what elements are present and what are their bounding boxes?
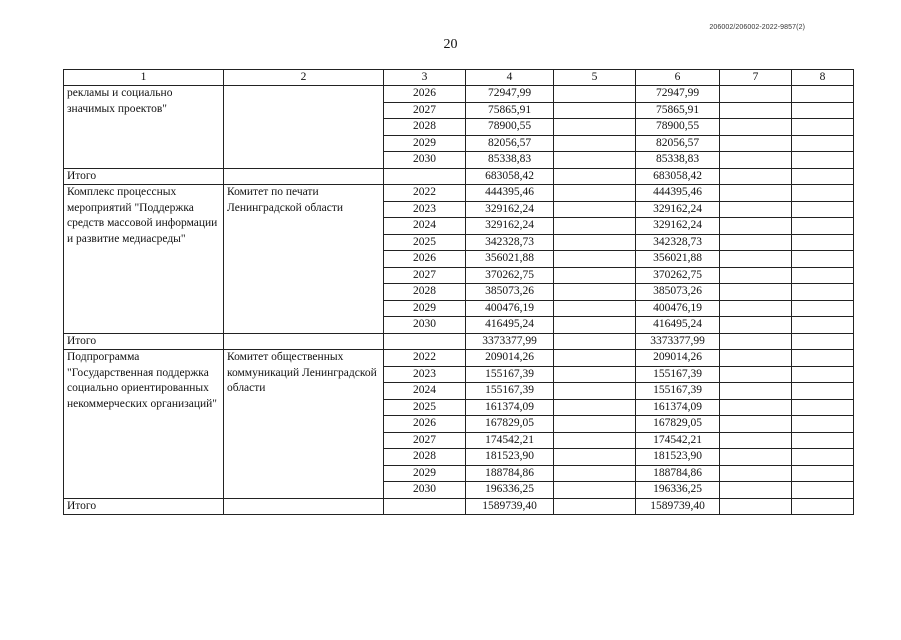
amount-regional-cell: 167829,05 [636,416,720,433]
amount-regional-cell: 329162,24 [636,218,720,235]
amount-regional-cell: 329162,24 [636,201,720,218]
amount-federal-cell [554,86,636,103]
total-row [64,168,854,185]
amount-total-cell: 174542,21 [466,432,554,449]
amount-federal-cell [554,284,636,301]
amount-other-cell [792,218,854,235]
amount-regional-cell: 444395,46 [636,185,720,202]
amount-federal-cell [554,267,636,284]
amount-regional-cell: 82056,57 [636,135,720,152]
amount-other-cell [792,86,854,103]
amount-total-cell: 72947,99 [466,86,554,103]
amount-federal-cell [554,102,636,119]
total-label-cell: Итого [64,498,224,515]
year-cell: 2022 [384,350,466,367]
amount-federal-cell [554,234,636,251]
amount-total-cell: 196336,25 [466,482,554,499]
amount-regional-cell: 85338,83 [636,152,720,169]
amount-federal-cell [554,383,636,400]
amount-total-cell: 329162,24 [466,201,554,218]
empty-cell [384,498,466,515]
page-number: 20 [443,37,458,52]
amount-total-cell: 82056,57 [466,135,554,152]
amount-other-cell [792,383,854,400]
total-amount-cell: 1589739,40 [466,498,554,515]
program-name-cell: рекламы и социально значимых проектов" [64,86,224,169]
amount-local-cell [720,201,792,218]
total-row [64,333,854,350]
amount-regional-cell: 342328,73 [636,234,720,251]
amount-other-cell [792,350,854,367]
empty-cell [792,168,854,185]
amount-local-cell [720,432,792,449]
amount-local-cell [720,399,792,416]
amount-local-cell [720,218,792,235]
document-id: 206002/206002-2022-9857(2) [709,24,805,31]
amount-other-cell [792,465,854,482]
amount-other-cell [792,102,854,119]
column-header: 8 [792,70,854,86]
total-regional-cell: 3373377,99 [636,333,720,350]
executor-cell: Комитет по печати Ленинградской области [224,185,384,334]
amount-regional-cell: 385073,26 [636,284,720,301]
amount-total-cell: 161374,09 [466,399,554,416]
amount-local-cell [720,317,792,334]
amount-other-cell [792,267,854,284]
column-header: 2 [224,70,384,86]
amount-federal-cell [554,218,636,235]
amount-total-cell: 342328,73 [466,234,554,251]
amount-other-cell [792,284,854,301]
amount-federal-cell [554,449,636,466]
year-cell: 2028 [384,284,466,301]
amount-other-cell [792,449,854,466]
amount-local-cell [720,300,792,317]
amount-other-cell [792,416,854,433]
empty-cell [224,168,384,185]
year-cell: 2026 [384,86,466,103]
year-cell: 2024 [384,218,466,235]
table-row [64,185,854,202]
amount-other-cell [792,135,854,152]
amount-federal-cell [554,465,636,482]
amount-federal-cell [554,366,636,383]
table-row [64,86,854,103]
amount-local-cell [720,465,792,482]
amount-total-cell: 155167,39 [466,366,554,383]
amount-total-cell: 385073,26 [466,284,554,301]
column-header: 3 [384,70,466,86]
amount-total-cell: 188784,86 [466,465,554,482]
empty-cell [792,333,854,350]
amount-federal-cell [554,152,636,169]
program-name-cell: Подпрограмма "Государственная поддержка социально ориентированных некоммерческих организаций" [64,350,224,499]
amount-local-cell [720,383,792,400]
amount-regional-cell: 181523,90 [636,449,720,466]
amount-regional-cell: 75865,91 [636,102,720,119]
amount-regional-cell: 416495,24 [636,317,720,334]
total-regional-cell: 1589739,40 [636,498,720,515]
amount-total-cell: 78900,55 [466,119,554,136]
amount-regional-cell: 356021,88 [636,251,720,268]
column-header: 1 [64,70,224,86]
year-cell: 2023 [384,201,466,218]
amount-other-cell [792,185,854,202]
empty-cell [554,333,636,350]
amount-local-cell [720,234,792,251]
year-cell: 2024 [384,383,466,400]
amount-total-cell: 167829,05 [466,416,554,433]
amount-federal-cell [554,185,636,202]
empty-cell [224,498,384,515]
year-cell: 2022 [384,185,466,202]
amount-federal-cell [554,119,636,136]
total-label-cell: Итого [64,333,224,350]
amount-federal-cell [554,251,636,268]
amount-local-cell [720,350,792,367]
year-cell: 2029 [384,135,466,152]
amount-other-cell [792,119,854,136]
empty-cell [720,168,792,185]
year-cell: 2026 [384,251,466,268]
amount-total-cell: 181523,90 [466,449,554,466]
amount-total-cell: 356021,88 [466,251,554,268]
amount-regional-cell: 188784,86 [636,465,720,482]
year-cell: 2027 [384,267,466,284]
year-cell: 2025 [384,399,466,416]
empty-cell [720,498,792,515]
amount-local-cell [720,416,792,433]
amount-local-cell [720,185,792,202]
amount-total-cell: 400476,19 [466,300,554,317]
amount-regional-cell: 155167,39 [636,366,720,383]
year-cell: 2029 [384,300,466,317]
amount-local-cell [720,251,792,268]
amount-regional-cell: 400476,19 [636,300,720,317]
amount-other-cell [792,201,854,218]
amount-other-cell [792,366,854,383]
amount-other-cell [792,432,854,449]
table-body [64,70,854,515]
year-cell: 2025 [384,234,466,251]
amount-total-cell: 75865,91 [466,102,554,119]
table-header-row [64,70,854,86]
amount-other-cell [792,399,854,416]
amount-local-cell [720,119,792,136]
column-header: 4 [466,70,554,86]
empty-cell [792,498,854,515]
empty-cell [554,498,636,515]
amount-federal-cell [554,135,636,152]
amount-total-cell: 370262,75 [466,267,554,284]
amount-local-cell [720,284,792,301]
amount-federal-cell [554,482,636,499]
amount-total-cell: 209014,26 [466,350,554,367]
year-cell: 2030 [384,317,466,334]
year-cell: 2028 [384,119,466,136]
amount-federal-cell [554,399,636,416]
amount-local-cell [720,366,792,383]
amount-local-cell [720,267,792,284]
table-row [64,350,854,367]
empty-cell [554,168,636,185]
year-cell: 2027 [384,432,466,449]
amount-regional-cell: 209014,26 [636,350,720,367]
executor-cell: Комитет общественных коммуникаций Ленинградской области [224,350,384,499]
amount-regional-cell: 78900,55 [636,119,720,136]
total-row [64,498,854,515]
total-label-cell: Итого [64,168,224,185]
year-cell: 2029 [384,465,466,482]
total-amount-cell: 3373377,99 [466,333,554,350]
amount-federal-cell [554,300,636,317]
amount-regional-cell: 174542,21 [636,432,720,449]
budget-table [63,69,854,515]
amount-other-cell [792,317,854,334]
amount-local-cell [720,86,792,103]
amount-local-cell [720,449,792,466]
amount-local-cell [720,482,792,499]
empty-cell [384,168,466,185]
amount-local-cell [720,135,792,152]
executor-cell [224,86,384,169]
amount-total-cell: 85338,83 [466,152,554,169]
amount-other-cell [792,234,854,251]
column-header: 7 [720,70,792,86]
amount-local-cell [720,152,792,169]
amount-regional-cell: 72947,99 [636,86,720,103]
amount-local-cell [720,102,792,119]
amount-other-cell [792,152,854,169]
amount-other-cell [792,300,854,317]
column-header: 5 [554,70,636,86]
amount-regional-cell: 155167,39 [636,383,720,400]
amount-total-cell: 416495,24 [466,317,554,334]
column-header: 6 [636,70,720,86]
total-regional-cell: 683058,42 [636,168,720,185]
program-name-cell: Комплекс процессных мероприятий "Поддержка средств массовой информации и развитие медиасреды" [64,185,224,334]
year-cell: 2030 [384,152,466,169]
year-cell: 2030 [384,482,466,499]
year-cell: 2026 [384,416,466,433]
amount-federal-cell [554,432,636,449]
amount-other-cell [792,251,854,268]
amount-total-cell: 329162,24 [466,218,554,235]
empty-cell [224,333,384,350]
amount-regional-cell: 161374,09 [636,399,720,416]
amount-federal-cell [554,350,636,367]
amount-regional-cell: 370262,75 [636,267,720,284]
year-cell: 2023 [384,366,466,383]
amount-federal-cell [554,317,636,334]
year-cell: 2028 [384,449,466,466]
empty-cell [384,333,466,350]
amount-regional-cell: 196336,25 [636,482,720,499]
empty-cell [720,333,792,350]
total-amount-cell: 683058,42 [466,168,554,185]
amount-federal-cell [554,201,636,218]
amount-federal-cell [554,416,636,433]
amount-other-cell [792,482,854,499]
amount-total-cell: 444395,46 [466,185,554,202]
amount-total-cell: 155167,39 [466,383,554,400]
year-cell: 2027 [384,102,466,119]
